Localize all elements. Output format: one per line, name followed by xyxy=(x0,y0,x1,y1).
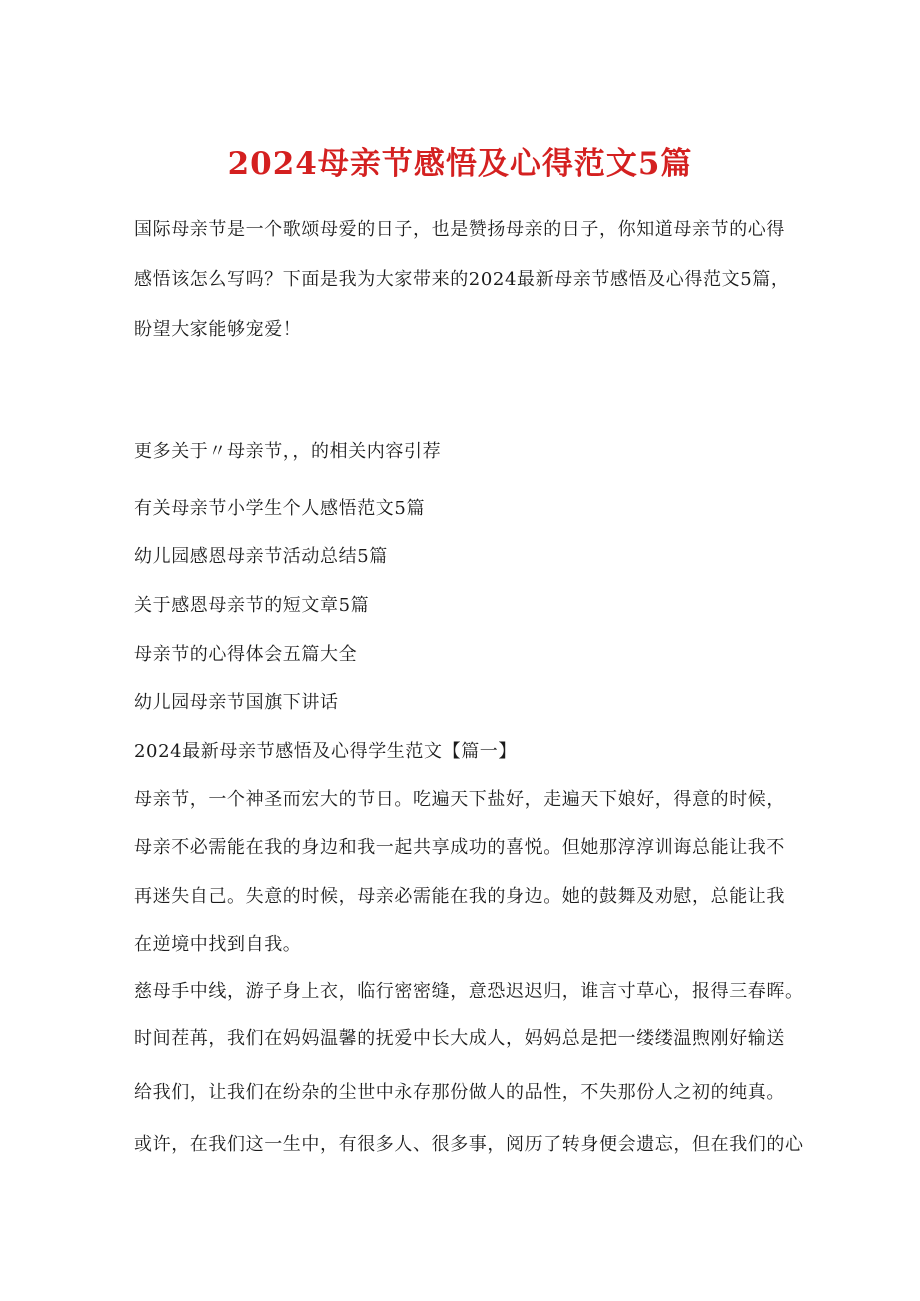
section-heading: 2024最新母亲节感悟及心得学生范文【篇一】 xyxy=(134,741,518,762)
intro-line-1: 国际母亲节是一个歌颂母爱的日子，也是赞扬母亲的日子，你知道母亲节的心得 xyxy=(134,219,785,240)
paragraph-1-line-2: 母亲不必需能在我的身边和我一起共享成功的喜悦。但她那淳淳训诲总能让我不 xyxy=(134,837,785,858)
paragraph-1-line-4: 在逆境中找到自我。 xyxy=(134,934,302,955)
related-link-3[interactable]: 关于感恩母亲节的短文章5篇 xyxy=(134,595,370,616)
related-heading: 更多关于〃母亲节，，的相关内容引荐 xyxy=(134,441,442,462)
related-link-1[interactable]: 有关母亲节小学生个人感悟范文5篇 xyxy=(134,498,426,519)
intro-line-3: 盼望大家能够宠爱！ xyxy=(134,319,302,340)
paragraph-2-line-3: 给我们，让我们在纷杂的尘世中永存那份做人的品性，不失那份人之初的纯真。 xyxy=(134,1082,785,1103)
related-link-5[interactable]: 幼儿园母亲节国旗下讲话 xyxy=(134,692,339,713)
intro-line-2: 感悟该怎么写吗？下面是我为大家带来的2024最新母亲节感悟及心得范文5篇， xyxy=(134,269,790,290)
paragraph-2-line-1: 慈母手中线，游子身上衣，临行密密缝，意恐迟迟归，谁言寸草心，报得三春晖。 xyxy=(134,981,804,1002)
paragraph-3-line-1: 或许，在我们这一生中，有很多人、很多事，阅历了转身便会遗忘，但在我们的心 xyxy=(134,1134,804,1155)
related-link-4[interactable]: 母亲节的心得体会五篇大全 xyxy=(134,644,358,665)
paragraph-1-line-3: 再迷失自己。失意的时候，母亲必需能在我的身边。她的鼓舞及劝慰，总能让我 xyxy=(134,886,785,907)
paragraph-1-line-1: 母亲节，一个神圣而宏大的节日。吃遍天下盐好，走遍天下娘好，得意的时候， xyxy=(134,789,785,810)
document-title: 2024母亲节感悟及心得范文5篇 xyxy=(227,146,693,182)
paragraph-2-line-2: 时间茬苒，我们在妈妈温馨的抚爱中长大成人，妈妈总是把一缕缕温煦刚好输送 xyxy=(134,1028,785,1049)
related-link-2[interactable]: 幼儿园感恩母亲节活动总结5篇 xyxy=(134,546,388,567)
